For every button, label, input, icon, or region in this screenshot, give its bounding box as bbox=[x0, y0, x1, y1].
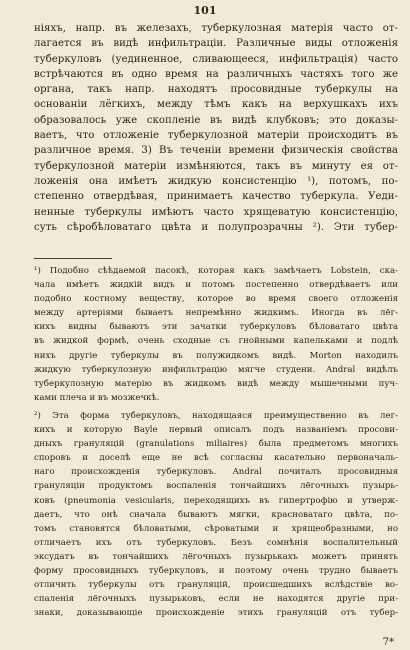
footnote-line: споровъ и доселѣ еще не всѣ согласны касательно первоначаль- bbox=[34, 453, 398, 464]
footnote-line: кихъ видны бываютъ эти зачатки туберкуловъ бѣловатаго цвѣта bbox=[34, 322, 398, 333]
footnote-line: ²) Эта форма туберкуловъ, находящаяся преимущественно въ лег- bbox=[34, 410, 398, 421]
footnote-line: кихъ и которую Bayle первый описалъ подъ названіемъ просови- bbox=[34, 425, 398, 436]
footnote-line: эксудатъ въ тончайшихъ лёгочныхъ пузырькахъ можетъ принять bbox=[34, 551, 398, 562]
text-line: ложенія она имѣетъ жидкую консистенцію ¹), потомъ, по- bbox=[34, 175, 398, 187]
footnote-line: наго происхожденія туберкуловъ. Andral почиталъ просовидныя bbox=[34, 467, 398, 478]
text-line: органа, такъ напр. находятъ просовидные туберкулы на bbox=[34, 84, 398, 96]
footnote bbox=[34, 264, 398, 405]
footnote-line: даетъ, что онѣ сначала бываютъ мягки, красноватаго цвѣта, по- bbox=[34, 509, 398, 520]
footnote-line: знаки, доказывающіе происхожденіе этихъ грануляцій отъ тубер- bbox=[34, 608, 398, 619]
footnote-line: жидкую туберкулозную инфильтрацію мягче студени. Andral видѣлъ bbox=[34, 364, 398, 375]
footnote-line: томъ становятся бѣловатыми, сѣроватыми и хрящеобразными, но bbox=[34, 523, 398, 534]
footnote-line: туберкулозную матерію въ жидкомъ видѣ между мышечными пуч- bbox=[34, 378, 398, 389]
footnote-line: отличить туберкулы отъ грануляцій, происшедшихъ вслѣдствіе во- bbox=[34, 580, 398, 591]
footnote-line: грануляціи продуктомъ воспаленія тончайшихъ лёгочныхъ пузырь- bbox=[34, 481, 398, 492]
text-line: туберкулозной матеріи измѣняются, такъ въ минуту ея от- bbox=[34, 160, 398, 172]
footnote-line: отличаетъ ихъ отъ туберкуловъ. Безъ сомнѣнія воспалительный bbox=[34, 537, 398, 548]
footnote-line: спаленія лёгочныхъ пузырьковъ, если не находятся другіе при- bbox=[34, 594, 398, 605]
footnote-line: ¹) Подобно сѣѣдаемой пасокѣ, которая какъ замѣчаетъ Lobstein, ска- bbox=[34, 266, 398, 276]
footnotes bbox=[34, 264, 398, 624]
main-text bbox=[34, 21, 398, 235]
text-line: туберкуловъ (уединенное, сливающееся, инфильтрація) часто bbox=[34, 53, 398, 65]
text-line: ненные туберкулы имѣютъ часто хрящеватую консистенцію, bbox=[34, 206, 398, 218]
text-line: степенно отвердѣвая, принимаетъ качество туберкула. Уеди- bbox=[34, 191, 398, 203]
footnote-line: дныхъ грануляцій (granulations miliaires) была предметомъ многихъ bbox=[34, 439, 398, 450]
page-number: 101 bbox=[193, 4, 217, 17]
text-line: ніяхъ, напр. въ железахъ, туберкулозная матерія часто от- bbox=[34, 23, 398, 34]
footnote-line: форму просовидныхъ туберкуловъ, и поэтому очень трудно бываетъ bbox=[34, 565, 398, 576]
footnote-rule bbox=[34, 258, 112, 259]
text-line: основаніи лёгкихъ, между тѣмъ какъ на верхушкахъ ихъ bbox=[34, 99, 398, 111]
footnote-line: нихъ другіе туберкулы въ полужидкомъ видѣ. Morton находилъ bbox=[34, 350, 398, 361]
signature-mark: 7* bbox=[382, 637, 394, 648]
text-line: ваетъ, что отложеніе туберкулозной матеріи происходитъ въ bbox=[34, 130, 398, 142]
text-line: образовалось уже скопленіе въ видѣ клубковъ; это доказы- bbox=[34, 114, 398, 126]
footnote-line: подобно костному веществу, которое во время своего отложенія bbox=[34, 294, 398, 305]
footnote bbox=[34, 409, 398, 620]
footnote-line: чала имѣетъ жидкій видъ и потомъ постепенно отвердѣваетъ или bbox=[34, 280, 398, 291]
footnote-line: ковъ (pneumonia vesicularis, переходящихъ въ гипертрофію и утверж- bbox=[34, 495, 398, 506]
text-line: суть сѣробѣловатаго цвѣта и полупрозрачны ²). Эти тубер- bbox=[34, 221, 398, 233]
footnote-line: въ жидкой формѣ, очень сходные съ гнойными капельками и подлѣ bbox=[34, 336, 398, 347]
text-line: встрѣчаются въ одно время на различныхъ частяхъ того же bbox=[34, 68, 398, 80]
footnote-line: ками плеча и въ мозжечкѣ. bbox=[34, 392, 160, 403]
text-line: лагается въ видѣ инфильтраціи. Различные виды отложенія bbox=[34, 38, 398, 50]
text-line: различное время. 3) Въ теченіи времени физическія свойства bbox=[34, 145, 398, 157]
footnote-line: между артеріями бываетъ непремѣнно жидкимъ. Иногда въ лёг- bbox=[34, 308, 398, 319]
